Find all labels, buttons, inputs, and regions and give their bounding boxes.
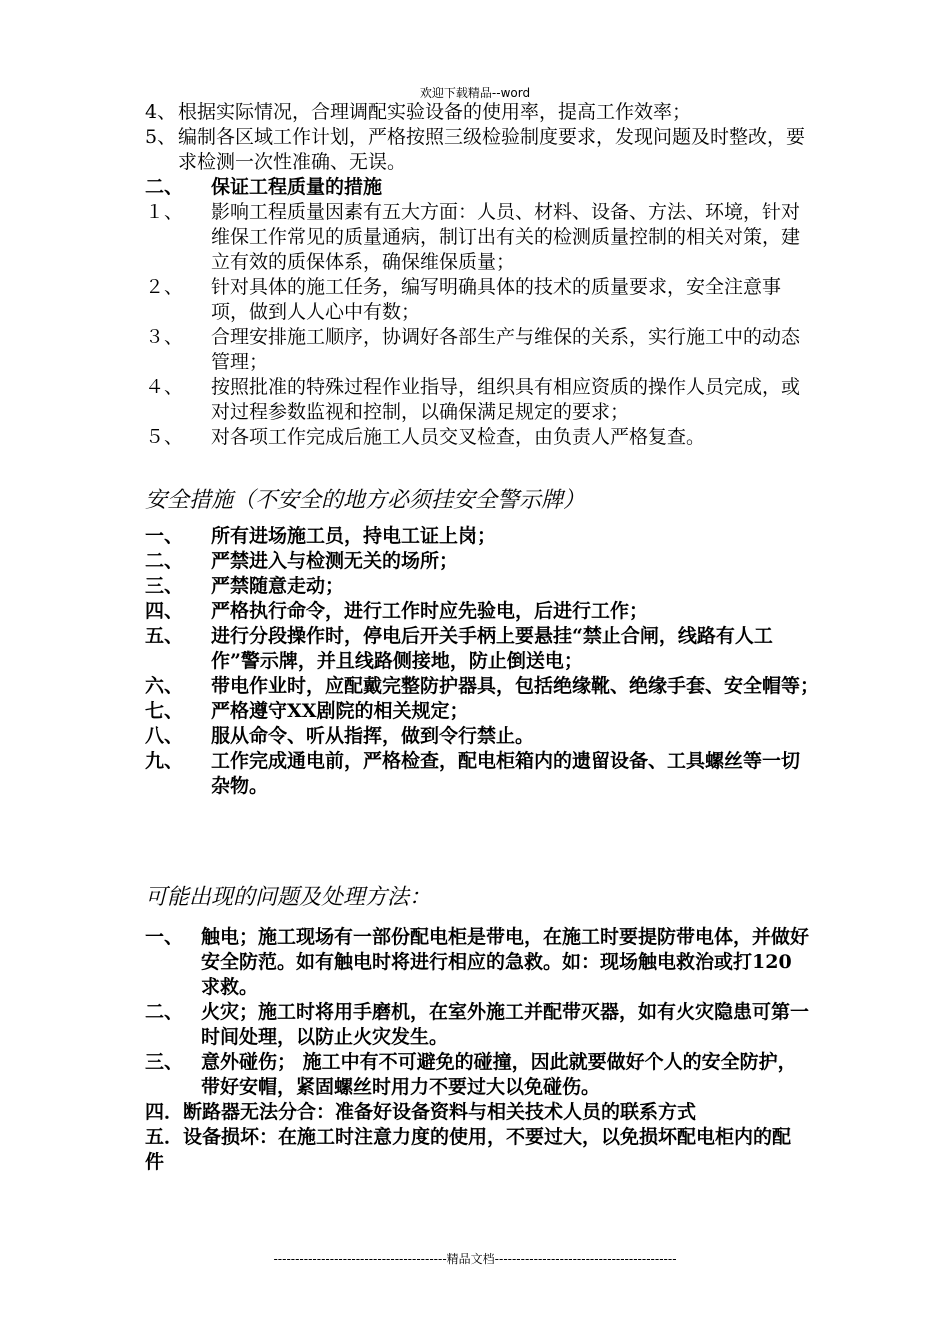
list-marker: 三、 — [145, 1051, 184, 1073]
list-item — [145, 674, 825, 699]
list-text: 严格遵守XX剧院的相关规定； — [211, 700, 469, 722]
list-text: 针对具体的施工任务，编写明确具体的技术的质量要求，安全注意事项，做到人人心中有数； — [211, 276, 782, 323]
list-item — [145, 749, 825, 799]
list-text: 严格执行命令，进行工作时应先验电，后进行工作； — [211, 600, 649, 622]
list-text: 意外碰伤； 施工中有不可避免的碰撞，因此就要做好个人的安全防护，带好安帽，紧固螺丝时用力不要过大以免碰伤。 — [201, 1051, 797, 1098]
list-item — [145, 325, 825, 375]
list-text: 影响工程质量因素有五大方面：人员、材料、设备、方法、环境，针对维保工作常见的质量通病，制订出有关的检测质量控制的相关对策，建立有效的质保体系，确保维保质量； — [211, 201, 801, 273]
list-text: 严禁进入与检测无关的场所； — [211, 550, 459, 572]
list-marker: 六、 — [145, 675, 184, 697]
heading-marker: 二、 — [145, 176, 184, 198]
section-heading-quality — [145, 175, 825, 200]
list-text: 根据实际情况，合理调配实验设备的使用率，提高工作效率； — [178, 101, 692, 123]
list-item — [145, 275, 825, 325]
list-item — [145, 524, 825, 549]
list-marker: 九、 — [145, 750, 184, 772]
list-marker: 八、 — [145, 725, 184, 747]
list-text: 所有进场施工员，持电工证上岗； — [211, 525, 497, 547]
paragraph: 五．设备损坏：在施工时注意力度的使用，不要过大，以免损坏配电柜内的配件 — [145, 1126, 792, 1173]
list-text: 火灾；施工时将用手磨机，在室外施工并配带灭器，如有火灾隐患可第一时间处理，以防止火灾发生。 — [201, 1001, 810, 1048]
paragraph: 四．断路器无法分合：准备好设备资料与相关技术人员的联系方式 — [145, 1101, 697, 1123]
list-item — [145, 624, 825, 674]
list-item — [145, 925, 825, 1000]
list-item — [145, 549, 825, 574]
list-item — [145, 200, 825, 275]
list-text: 服从命令、听从指挥，做到令行禁止。 — [211, 725, 535, 747]
list-marker: 三、 — [145, 575, 184, 597]
page-footer-note: ----------------------------------------精品文档------------------------------------------ — [273, 1252, 677, 1266]
document-body — [145, 100, 825, 1175]
list-text: 编制各区域工作计划，严格按照三级检验制度要求，发现问题及时整改，要求检测一次性准确、无误。 — [178, 126, 806, 173]
list-item — [145, 425, 825, 450]
list-marker: 四、 — [145, 600, 184, 622]
list-marker: 4、 — [145, 101, 177, 123]
list-item — [145, 574, 825, 599]
list-item — [145, 724, 825, 749]
list-marker: 五、 — [145, 625, 184, 647]
list-text: 对各项工作完成后施工人员交叉检查，由负责人严格复查。 — [211, 426, 706, 448]
list-text: 进行分段操作时，停电后开关手柄上要悬挂“禁止合闸，线路有人工作”警示牌，并且线路侧接地，防止倒送电； — [211, 625, 773, 672]
list-marker: ４、 — [145, 376, 184, 398]
section-heading-problems: 可能出现的问题及处理方法： — [145, 885, 432, 910]
list-text: 带电作业时，应配戴完整防护器具，包括绝缘靴、绝缘手套、安全帽等； — [211, 675, 820, 697]
list-item — [145, 599, 825, 624]
list-marker: ５、 — [145, 426, 184, 448]
list-text: 按照批准的特殊过程作业指导，组织具有相应资质的操作人员完成，或对过程参数监视和控制，以确保满足规定的要求； — [211, 376, 801, 423]
heading-text: 保证工程质量的措施 — [211, 176, 383, 198]
list-text: 严禁随意走动； — [211, 575, 345, 597]
list-item — [145, 1000, 825, 1050]
list-item — [145, 699, 825, 724]
list-marker: 一、 — [145, 525, 184, 547]
list-item — [145, 375, 825, 425]
list-item — [145, 125, 825, 175]
list-marker: ３、 — [145, 326, 184, 348]
list-marker: 一、 — [145, 926, 184, 948]
list-marker: ２、 — [145, 276, 184, 298]
list-item — [145, 100, 825, 125]
list-marker: 二、 — [145, 550, 184, 572]
list-text: 工作完成通电前，严格检查，配电柜箱内的遗留设备、工具螺丝等一切杂物。 — [211, 750, 801, 797]
list-marker: １、 — [145, 201, 184, 223]
list-text: 合理安排施工顺序，协调好各部生产与维保的关系，实行施工中的动态管理； — [211, 326, 801, 373]
list-text: 触电；施工现场有一部份配电柜是带电，在施工时要提防带电体，并做好安全防范。如有触电时将进行相应的急救。如：现场触电救治或打120求救。 — [201, 926, 810, 998]
section-heading-safety: 安全措施（不安全的地方必须挂安全警示牌） — [145, 488, 586, 513]
list-marker: 二、 — [145, 1001, 184, 1023]
list-marker: 七、 — [145, 700, 184, 722]
page-header-note: 欢迎下载精品--word — [419, 86, 531, 100]
list-item — [145, 1050, 825, 1100]
list-marker: 5、 — [145, 126, 177, 148]
